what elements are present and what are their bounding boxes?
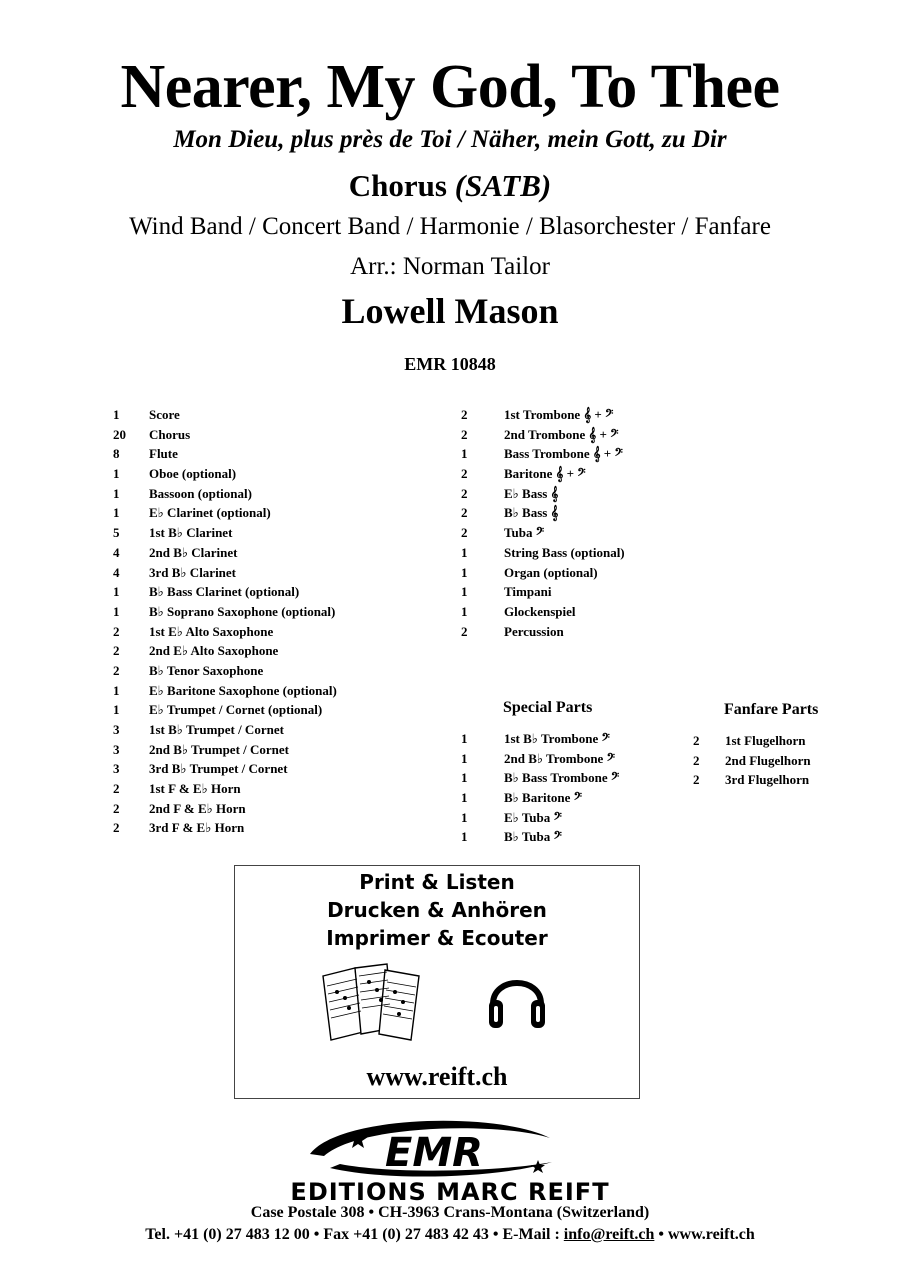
part-quantity: 1 (461, 829, 468, 845)
part-quantity: 3 (113, 741, 120, 757)
part-quantity: 2 (461, 407, 468, 422)
catalog-number: EMR 10848 (404, 354, 496, 374)
part-name: 1st Flugelhorn (725, 733, 806, 748)
publisher-address: Case Postale 308 • CH-3963 Crans-Montana (Switzerland) (250, 1204, 650, 1221)
publisher-contact (0, 1226, 900, 1244)
part-name: B♭ Bass Trombone 𝄢 (504, 770, 620, 786)
part-name: B♭ Soprano Saxophone (optional) (149, 603, 336, 619)
part-name: B♭ Bass Clarinet (optional) (149, 584, 300, 600)
fanfare-parts-title: Fanfare Parts (724, 701, 819, 718)
part-quantity: 2 (461, 426, 468, 442)
promo-line-fr: Imprimer & Ecouter (326, 926, 548, 950)
chorus-voices: (SATB) (454, 168, 552, 203)
part-name: 1st Trombone 𝄞 + 𝄢 (504, 407, 614, 422)
part-quantity: 1 (113, 682, 120, 698)
part-name: E♭ Trumpet / Cornet (optional) (149, 702, 323, 718)
part-quantity: 2 (693, 772, 700, 788)
publisher-name: EDITIONS MARC REIFT (290, 1178, 610, 1206)
part-name: Timpani (504, 584, 552, 600)
part-quantity: 1 (461, 544, 468, 560)
part-quantity: 4 (113, 544, 120, 560)
email-link[interactable]: info@reift.ch (563, 1226, 655, 1243)
part-name: E♭ Tuba 𝄢 (504, 809, 562, 825)
part-quantity: 2 (113, 781, 120, 797)
part-quantity: 2 (461, 466, 468, 482)
promo-url: www.reift.ch (366, 1062, 508, 1091)
part-quantity: 1 (461, 809, 468, 825)
part-name: Bass Trombone 𝄞 + 𝄢 (504, 446, 623, 462)
part-quantity: 1 (461, 564, 468, 580)
contact-website: • www.reift.ch (654, 1226, 755, 1243)
part-quantity: 3 (113, 761, 120, 777)
part-quantity: 4 (113, 564, 120, 580)
emr-logo-text: EMR (385, 1130, 483, 1176)
part-quantity: 1 (461, 750, 468, 766)
page-title: Nearer, My God, To Thee (120, 53, 780, 121)
part-quantity: 1 (461, 584, 468, 600)
print-listen-box (234, 865, 640, 1099)
promo-line-de: Drucken & Anhören (327, 898, 547, 922)
part-quantity: 1 (113, 584, 120, 600)
part-name: 2nd Trombone 𝄞 + 𝄢 (504, 426, 619, 442)
part-name: String Bass (optional) (504, 544, 625, 560)
arranger: Arr.: Norman Tailor (350, 253, 550, 280)
part-name: 3rd B♭ Trumpet / Cornet (149, 761, 288, 777)
part-quantity: 1 (113, 505, 120, 521)
part-quantity: 2 (461, 485, 468, 501)
part-name: 3rd B♭ Clarinet (149, 564, 237, 580)
part-name: B♭ Tenor Saxophone (149, 662, 264, 678)
subtitle: Mon Dieu, plus près de Toi / Näher, mein Gott, zu Dir (173, 126, 727, 153)
contact-phone-fax: Tel. +41 (0) 27 483 12 00 • Fax +41 (0) 27 483 42 43 • E-Mail : (145, 1226, 564, 1243)
part-name: 1st E♭ Alto Saxophone (149, 623, 274, 639)
part-name: Percussion (504, 623, 564, 639)
part-name: B♭ Baritone 𝄢 (504, 790, 583, 806)
part-name: Tuba 𝄢 (504, 525, 545, 541)
part-name: Flute (149, 446, 178, 462)
part-quantity: 1 (113, 466, 120, 482)
part-name: 1st B♭ Clarinet (149, 525, 233, 541)
part-name: 1st B♭ Trombone 𝄢 (504, 731, 610, 746)
part-name: 2nd B♭ Trumpet / Cornet (149, 741, 289, 757)
part-quantity: 2 (113, 643, 120, 659)
part-name: Oboe (optional) (149, 466, 237, 482)
part-quantity: 1 (113, 485, 120, 501)
part-quantity: 1 (461, 770, 468, 786)
special-parts-title: Special Parts (503, 699, 593, 716)
part-name: Chorus (149, 426, 191, 442)
part-name: 3rd F & E♭ Horn (149, 820, 245, 836)
part-quantity: 2 (113, 820, 120, 836)
part-quantity: 1 (113, 407, 120, 422)
part-quantity: 2 (113, 623, 120, 639)
part-quantity: 3 (113, 722, 120, 737)
part-name: 2nd F & E♭ Horn (149, 800, 246, 816)
part-name: E♭ Bass 𝄞 (504, 485, 559, 501)
band-types: Wind Band / Concert Band / Harmonie / Blasorchester / Fanfare (129, 213, 771, 240)
part-name: 2nd B♭ Trombone 𝄢 (504, 750, 615, 766)
part-quantity: 1 (461, 790, 468, 806)
part-name: 2nd E♭ Alto Saxophone (149, 643, 279, 659)
part-quantity: 1 (461, 446, 468, 462)
headphones-icon (485, 964, 549, 1034)
part-name: B♭ Bass 𝄞 (504, 505, 559, 521)
part-quantity: 2 (693, 733, 700, 748)
part-quantity: 8 (113, 446, 120, 462)
part-quantity: 20 (113, 426, 126, 442)
part-name: 1st B♭ Trumpet / Cornet (149, 722, 284, 737)
sheet-music-icon (319, 962, 429, 1042)
part-quantity: 1 (461, 603, 468, 619)
part-name: 2nd B♭ Clarinet (149, 544, 238, 560)
chorus-label: Chorus (348, 168, 447, 203)
part-quantity: 2 (113, 800, 120, 816)
part-quantity: 2 (113, 662, 120, 678)
part-quantity: 2 (693, 752, 700, 768)
part-name: B♭ Tuba 𝄢 (504, 829, 562, 845)
promo-line-en: Print & Listen (359, 870, 515, 894)
part-name: Organ (optional) (504, 564, 598, 580)
chorus-line (0, 168, 900, 204)
part-name: E♭ Clarinet (optional) (149, 505, 271, 521)
part-quantity: 1 (113, 603, 120, 619)
part-name: 1st F & E♭ Horn (149, 781, 241, 797)
part-quantity: 2 (461, 525, 468, 541)
part-quantity: 1 (461, 731, 468, 746)
part-quantity: 5 (113, 525, 120, 541)
part-name: Baritone 𝄞 + 𝄢 (504, 466, 586, 482)
part-quantity: 2 (461, 623, 468, 639)
part-name: Glockenspiel (504, 603, 576, 619)
part-name: Bassoon (optional) (149, 485, 252, 501)
part-name: 2nd Flugelhorn (725, 752, 811, 768)
composer: Lowell Mason (341, 291, 559, 331)
emr-logo (300, 1112, 560, 1182)
part-name: Score (149, 407, 180, 422)
part-name: E♭ Baritone Saxophone (optional) (149, 682, 337, 698)
part-quantity: 2 (461, 505, 468, 521)
part-name: 3rd Flugelhorn (725, 772, 810, 788)
part-quantity: 1 (113, 702, 120, 718)
